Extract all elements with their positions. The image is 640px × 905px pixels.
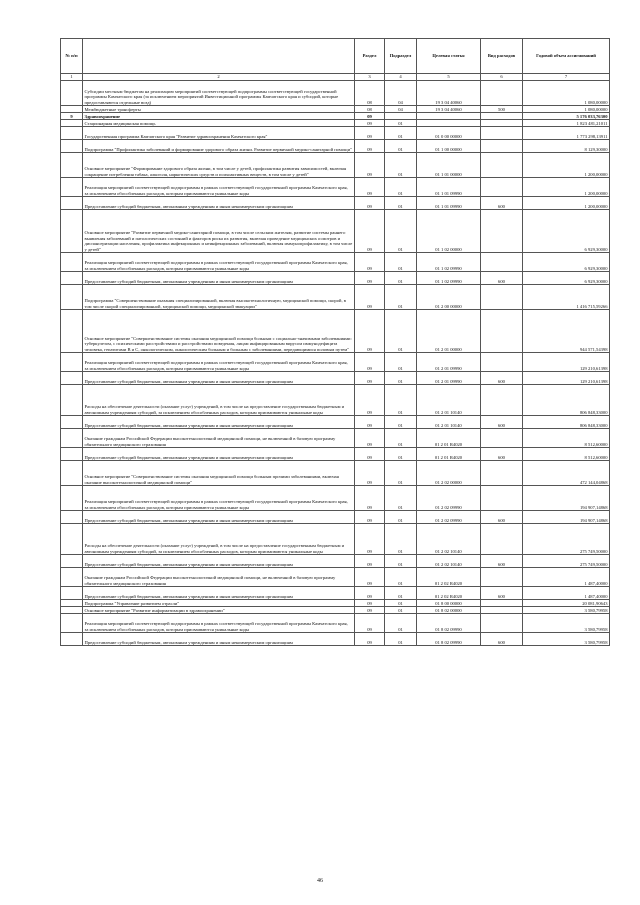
row-section: 09 xyxy=(355,120,385,127)
row-subsection: 01 xyxy=(385,568,417,587)
row-amount: 3 580,79958 xyxy=(523,633,610,646)
row-num xyxy=(61,285,83,310)
row-subsection: 01 xyxy=(385,524,417,555)
column-number-row xyxy=(61,74,610,81)
row-subsection: 01 xyxy=(385,385,417,416)
row-num: 9 xyxy=(61,113,83,120)
row-num xyxy=(61,614,83,633)
row-section: 09 xyxy=(355,197,385,210)
row-exp-type xyxy=(481,310,523,353)
row-num xyxy=(61,607,83,614)
row-amount: 8 512,60000 xyxy=(523,448,610,461)
row-exp-type xyxy=(481,486,523,511)
row-section: 09 xyxy=(355,140,385,153)
row-section: 09 xyxy=(355,310,385,353)
table-row xyxy=(61,106,610,113)
row-exp-type xyxy=(481,140,523,153)
table-row xyxy=(61,600,610,607)
row-target: 19 3 04 40060 xyxy=(417,81,481,106)
row-amount: 129 210,61398 xyxy=(523,353,610,372)
table-row xyxy=(61,140,610,153)
row-num xyxy=(61,600,83,607)
header-section: Раздел xyxy=(355,39,385,74)
row-exp-type: 500 xyxy=(481,106,523,113)
row-num xyxy=(61,253,83,272)
row-amount: 1 200,00000 xyxy=(523,153,610,178)
row-num xyxy=(61,272,83,285)
row-target: 01 1 02 09990 xyxy=(417,253,481,272)
row-amount: 20 081,90643 xyxy=(523,600,610,607)
row-name: Государственная программа Камчатского края "Развитие здравоохранения Камчатского края" xyxy=(83,127,355,140)
row-num xyxy=(61,385,83,416)
row-section: 09 xyxy=(355,633,385,646)
row-amount: 6 929,30000 xyxy=(523,210,610,253)
row-exp-type: 600 xyxy=(481,372,523,385)
row-section: 09 xyxy=(355,568,385,587)
row-name: Реализация мероприятий соответствующей подпрограммы в рамках соответствующей государственной программы Камчатского края, за исключением обособленных расходов, которым присваиваются уникальные коды xyxy=(83,353,355,372)
row-num xyxy=(61,140,83,153)
row-amount: 5 176 033,76300 xyxy=(523,113,610,120)
row-name: Оказание гражданам Российской Федерации высокотехнологичной медицинской помощи, не включенной в базовую программу обязательного медицинского страхования xyxy=(83,429,355,448)
row-amount: 1 823 481,21011 xyxy=(523,120,610,127)
header-exp-type: Вид расходов xyxy=(481,39,523,74)
row-name: Основное мероприятие "Формирование здорового образа жизни, в том числе у детей, профилактика развития зависимостей, включая сокращение потребления табака, алкоголя, наркотических средств и психоактивных веществ, в том числе у детей" xyxy=(83,153,355,178)
row-exp-type xyxy=(481,253,523,272)
row-num xyxy=(61,568,83,587)
row-num xyxy=(61,555,83,568)
row-target: 01 2 01 09990 xyxy=(417,353,481,372)
row-name: Предоставление субсидий бюджетным, автономным учреждениям и иным некоммерческим организациям xyxy=(83,587,355,600)
row-name: Стационарная медицинская помощь xyxy=(83,120,355,127)
header-num: № п/п xyxy=(61,39,83,74)
row-num xyxy=(61,210,83,253)
row-num xyxy=(61,486,83,511)
row-section: 09 xyxy=(355,285,385,310)
row-subsection: 01 xyxy=(385,127,417,140)
row-subsection: 01 xyxy=(385,210,417,253)
row-target: 01 2 01 10140 xyxy=(417,416,481,429)
row-amount: 3 580,79958 xyxy=(523,614,610,633)
row-num xyxy=(61,197,83,210)
table-row xyxy=(61,607,610,614)
table-row xyxy=(61,614,610,633)
row-exp-type: 600 xyxy=(481,587,523,600)
row-section: 09 xyxy=(355,372,385,385)
row-amount: 3 580,79958 xyxy=(523,607,610,614)
row-name: Основное мероприятие "Развитие информатизации в здравоохранении" xyxy=(83,607,355,614)
row-section: 09 xyxy=(355,385,385,416)
table-row xyxy=(61,113,610,120)
row-target: 01 2 02 R4020 xyxy=(417,587,481,600)
row-subsection: 01 xyxy=(385,607,417,614)
row-name: Предоставление субсидий бюджетным, автономным учреждениям и иным некоммерческим организациям xyxy=(83,633,355,646)
header-target: Целевая статья xyxy=(417,39,481,74)
row-target: 01 2 02 09990 xyxy=(417,511,481,524)
row-section: 09 xyxy=(355,113,385,120)
row-amount: 8 512,60000 xyxy=(523,429,610,448)
row-amount: 194 907,14868 xyxy=(523,511,610,524)
row-subsection: 01 xyxy=(385,461,417,486)
header-subsection: Подраздел xyxy=(385,39,417,74)
row-num xyxy=(61,524,83,555)
row-subsection: 01 xyxy=(385,555,417,568)
row-target: 01 1 00 00000 xyxy=(417,140,481,153)
row-amount: 1 200,00000 xyxy=(523,178,610,197)
row-num xyxy=(61,120,83,127)
table-row xyxy=(61,81,610,106)
table-row xyxy=(61,524,610,555)
row-subsection: 01 xyxy=(385,429,417,448)
table-row xyxy=(61,253,610,272)
row-target: 01 8 02 09990 xyxy=(417,614,481,633)
row-name: Подпрограмма "Управление развитием отрасли" xyxy=(83,600,355,607)
row-target: 01 2 02 00000 xyxy=(417,461,481,486)
row-subsection: 01 xyxy=(385,587,417,600)
row-name: Оказание гражданам Российской Федерации высокотехнологичной медицинской помощи, не включенной в базовую программу обязательного медицинского страхования xyxy=(83,568,355,587)
row-num xyxy=(61,587,83,600)
row-name: Межбюджетные трансферты xyxy=(83,106,355,113)
row-exp-type: 600 xyxy=(481,633,523,646)
row-section: 09 xyxy=(355,600,385,607)
row-target: 01 2 01 10140 xyxy=(417,385,481,416)
row-amount: 275 749,50000 xyxy=(523,555,610,568)
row-exp-type xyxy=(481,429,523,448)
row-exp-type: 600 xyxy=(481,416,523,429)
table-row xyxy=(61,448,610,461)
table-row xyxy=(61,385,610,416)
row-num xyxy=(61,153,83,178)
row-section: 09 xyxy=(355,524,385,555)
row-target: 01 0 00 00000 xyxy=(417,127,481,140)
row-exp-type xyxy=(481,607,523,614)
row-subsection: 01 xyxy=(385,140,417,153)
row-num xyxy=(61,372,83,385)
row-subsection: 01 xyxy=(385,486,417,511)
row-amount: 8 129,30000 xyxy=(523,140,610,153)
table-row xyxy=(61,587,610,600)
row-num xyxy=(61,81,83,106)
row-amount: 1 773 298,13911 xyxy=(523,127,610,140)
row-name: Реализация мероприятий соответствующей подпрограммы в рамках соответствующей государственной программы Камчатского края, за исключением обособленных расходов, которым присваиваются уникальные коды xyxy=(83,253,355,272)
row-amount: 944 571,54398 xyxy=(523,310,610,353)
row-amount: 1 416 715,59266 xyxy=(523,285,610,310)
row-target: 01 2 01 R4020 xyxy=(417,429,481,448)
row-target: 01 2 02 09990 xyxy=(417,486,481,511)
row-section: 08 xyxy=(355,81,385,106)
col-number: 3 xyxy=(355,74,385,81)
row-section: 08 xyxy=(355,106,385,113)
row-exp-type xyxy=(481,127,523,140)
row-name: Расходы на обеспечение деятельности (оказание услуг) учреждений, в том числе на предоставление государственным бюджетным и автономным учреждениям субсидий, за исключением обособленных расходов, которым присваиваются уникальные коды xyxy=(83,385,355,416)
budget-table xyxy=(60,38,610,646)
row-target: 01 2 01 R4020 xyxy=(417,448,481,461)
row-num xyxy=(61,633,83,646)
row-amount: 275 749,50000 xyxy=(523,524,610,555)
row-name: Предоставление субсидий бюджетным, автономным учреждениям и иным некоммерческим организациям xyxy=(83,197,355,210)
row-subsection: 04 xyxy=(385,81,417,106)
row-amount: 6 929,30000 xyxy=(523,253,610,272)
row-section: 09 xyxy=(355,614,385,633)
header-amount: Годовой объем ассигнований xyxy=(523,39,610,74)
table-header-row xyxy=(61,39,610,74)
row-target: 01 2 02 10140 xyxy=(417,524,481,555)
row-section: 09 xyxy=(355,511,385,524)
row-num xyxy=(61,127,83,140)
row-subsection: 01 xyxy=(385,600,417,607)
row-amount: 806 848,33000 xyxy=(523,385,610,416)
row-target: 19 3 04 40060 xyxy=(417,106,481,113)
row-subsection: 01 xyxy=(385,253,417,272)
table-row xyxy=(61,120,610,127)
budget-page xyxy=(60,38,608,646)
table-row xyxy=(61,461,610,486)
row-section: 09 xyxy=(355,153,385,178)
row-target: 01 2 01 09990 xyxy=(417,372,481,385)
row-name: Расходы на обеспечение деятельности (оказание услуг) учреждений, в том числе на предоставление государственным бюджетным и автономным учреждениям субсидий, за исключением обособленных расходов, которым присваиваются уникальные коды xyxy=(83,524,355,555)
row-name: Основное мероприятие "Совершенствование системы оказания медицинской помощи больным прочими заболеваниями, включая оказание высокотехнологичной медицинской помощи" xyxy=(83,461,355,486)
row-name: Реализация мероприятий соответствующей подпрограммы в рамках соответствующей государственной программы Камчатского края, за исключением обособленных расходов, которым присваиваются уникальные коды xyxy=(83,486,355,511)
row-subsection xyxy=(385,113,417,120)
col-number: 6 xyxy=(481,74,523,81)
row-subsection: 01 xyxy=(385,372,417,385)
row-subsection: 01 xyxy=(385,120,417,127)
row-section: 09 xyxy=(355,210,385,253)
row-name: Основное мероприятие "Развитие первичной медико-санитарной помощи, в том числе сельским жителям, развитие системы раннего выявления заболеваний и патологических состояний и факторов риска их развития, включая проведение медицинских осмотров и диспансеризации населения, профилактика инфекционных и неинфекционных заболеваний, включая иммунопрофилактику, в том числе у детей" xyxy=(83,210,355,253)
row-target: 01 2 01 00000 xyxy=(417,310,481,353)
row-target xyxy=(417,113,481,120)
row-subsection: 01 xyxy=(385,511,417,524)
row-exp-type: 600 xyxy=(481,272,523,285)
row-section: 09 xyxy=(355,429,385,448)
row-subsection: 04 xyxy=(385,106,417,113)
row-section: 09 xyxy=(355,272,385,285)
table-row xyxy=(61,416,610,429)
row-num xyxy=(61,461,83,486)
table-row xyxy=(61,285,610,310)
row-exp-type xyxy=(481,120,523,127)
row-target: 01 2 00 00000 xyxy=(417,285,481,310)
row-amount: 1 080,00000 xyxy=(523,106,610,113)
row-exp-type: 600 xyxy=(481,197,523,210)
row-name: Предоставление субсидий бюджетным, автономным учреждениям и иным некоммерческим организациям xyxy=(83,416,355,429)
row-exp-type xyxy=(481,385,523,416)
row-target: 01 1 01 09990 xyxy=(417,197,481,210)
row-num xyxy=(61,448,83,461)
table-row xyxy=(61,153,610,178)
row-exp-type xyxy=(481,600,523,607)
row-amount: 1 487,40000 xyxy=(523,587,610,600)
row-exp-type: 600 xyxy=(481,511,523,524)
row-exp-type xyxy=(481,568,523,587)
row-num xyxy=(61,353,83,372)
row-target: 01 8 02 09990 xyxy=(417,633,481,646)
row-subsection: 01 xyxy=(385,285,417,310)
row-num xyxy=(61,106,83,113)
row-amount: 1 200,00000 xyxy=(523,197,610,210)
header-name xyxy=(83,39,355,74)
table-row xyxy=(61,353,610,372)
row-section: 09 xyxy=(355,353,385,372)
table-row xyxy=(61,486,610,511)
table-row xyxy=(61,429,610,448)
row-num xyxy=(61,178,83,197)
row-num xyxy=(61,511,83,524)
row-exp-type: 600 xyxy=(481,448,523,461)
row-name: Предоставление субсидий бюджетным, автономным учреждениям и иным некоммерческим организациям xyxy=(83,372,355,385)
row-section: 09 xyxy=(355,555,385,568)
row-section: 09 xyxy=(355,127,385,140)
col-number: 1 xyxy=(61,74,83,81)
row-exp-type: 600 xyxy=(481,555,523,568)
row-amount: 129 210,61398 xyxy=(523,372,610,385)
row-subsection: 01 xyxy=(385,153,417,178)
table-row xyxy=(61,633,610,646)
row-target: 01 8 00 00000 xyxy=(417,600,481,607)
row-exp-type xyxy=(481,461,523,486)
row-name: Подпрограмма "Совершенствование оказания специализированной, включая высокотехнологичную, медицинской помощи, скорой, в том числе скорой специализированной, медицинской помощи, медицинской эвакуации" xyxy=(83,285,355,310)
row-name: Предоставление субсидий бюджетным, автономным учреждениям и иным некоммерческим организациям xyxy=(83,511,355,524)
col-number: 2 xyxy=(83,74,355,81)
row-subsection: 01 xyxy=(385,416,417,429)
row-subsection: 01 xyxy=(385,197,417,210)
col-number: 5 xyxy=(417,74,481,81)
row-section: 09 xyxy=(355,178,385,197)
row-subsection: 01 xyxy=(385,272,417,285)
row-name: Основное мероприятие "Совершенствование системы оказания медицинской помощи больным с социально-значимыми заболеваниями: туберкулезом, с психическими расстройствами и расстройствами поведения, лицам инфицированным вирусом иммунодефицита человека, гепатитами В и С, онкологическим, онкологическим больным и больным с заболеваниями, передающимися половым путем" xyxy=(83,310,355,353)
row-subsection: 01 xyxy=(385,310,417,353)
row-section: 09 xyxy=(355,448,385,461)
table-row xyxy=(61,197,610,210)
row-num xyxy=(61,416,83,429)
row-target: 01 1 02 00000 xyxy=(417,210,481,253)
page-number: 46 xyxy=(317,878,323,884)
row-amount: 472 144,04868 xyxy=(523,461,610,486)
row-target: 01 2 02 10140 xyxy=(417,555,481,568)
row-exp-type xyxy=(481,353,523,372)
row-section: 09 xyxy=(355,587,385,600)
row-target: 01 2 02 R4020 xyxy=(417,568,481,587)
row-target xyxy=(417,120,481,127)
col-number: 4 xyxy=(385,74,417,81)
row-exp-type xyxy=(481,614,523,633)
table-row xyxy=(61,272,610,285)
row-exp-type xyxy=(481,153,523,178)
row-name: Здравоохранение xyxy=(83,113,355,120)
row-exp-type xyxy=(481,524,523,555)
row-exp-type xyxy=(481,285,523,310)
table-row xyxy=(61,178,610,197)
row-target: 01 1 01 00000 xyxy=(417,153,481,178)
row-subsection: 01 xyxy=(385,614,417,633)
row-section: 09 xyxy=(355,461,385,486)
table-row xyxy=(61,372,610,385)
row-section: 09 xyxy=(355,416,385,429)
row-exp-type xyxy=(481,81,523,106)
row-name: Субсидии местным бюджетам на реализацию мероприятий соответствующей подпрограммы соответствующей государственной программы Камчатского края (за исключением мероприятий Инвестиционной программы Камчатского края и субсидий, которые предоставляются отдельные возд) xyxy=(83,81,355,106)
row-amount: 6 929,30000 xyxy=(523,272,610,285)
row-name: Предоставление субсидий бюджетным, автономным учреждениям и иным некоммерческим организациям xyxy=(83,272,355,285)
row-subsection: 01 xyxy=(385,633,417,646)
row-num xyxy=(61,310,83,353)
table-row xyxy=(61,511,610,524)
row-exp-type xyxy=(481,178,523,197)
col-number: 7 xyxy=(523,74,610,81)
row-name: Реализация мероприятий соответствующей подпрограммы в рамках соответствующей государственной программы Камчатского края, за исключением обособленных расходов, которым присваиваются уникальные коды xyxy=(83,614,355,633)
row-amount: 1 080,00000 xyxy=(523,81,610,106)
row-amount: 806 848,33000 xyxy=(523,416,610,429)
row-subsection: 01 xyxy=(385,353,417,372)
table-row xyxy=(61,127,610,140)
row-amount: 1 487,40000 xyxy=(523,568,610,587)
row-amount: 194 907,14868 xyxy=(523,486,610,511)
row-subsection: 01 xyxy=(385,448,417,461)
row-exp-type xyxy=(481,113,523,120)
row-target: 01 8 02 00000 xyxy=(417,607,481,614)
row-name: Предоставление субсидий бюджетным, автономным учреждениям и иным некоммерческим организациям xyxy=(83,555,355,568)
table-row xyxy=(61,210,610,253)
row-name: Подпрограмма "Профилактика заболеваний и формирование здорового образа жизни. Развитие первичной медико-санитарной помощи" xyxy=(83,140,355,153)
table-row xyxy=(61,310,610,353)
row-exp-type xyxy=(481,210,523,253)
row-name: Предоставление субсидий бюджетным, автономным учреждениям и иным некоммерческим организациям xyxy=(83,448,355,461)
row-section: 09 xyxy=(355,607,385,614)
row-section: 09 xyxy=(355,486,385,511)
table-row xyxy=(61,568,610,587)
row-subsection: 01 xyxy=(385,178,417,197)
table-row xyxy=(61,555,610,568)
row-section: 09 xyxy=(355,253,385,272)
row-num xyxy=(61,429,83,448)
row-name: Реализация мероприятий соответствующей подпрограммы в рамках соответствующей государственной программы Камчатского края, за исключением обособленных расходов, которым присваиваются уникальные коды xyxy=(83,178,355,197)
row-target: 01 1 01 09990 xyxy=(417,178,481,197)
row-target: 01 1 02 09990 xyxy=(417,272,481,285)
